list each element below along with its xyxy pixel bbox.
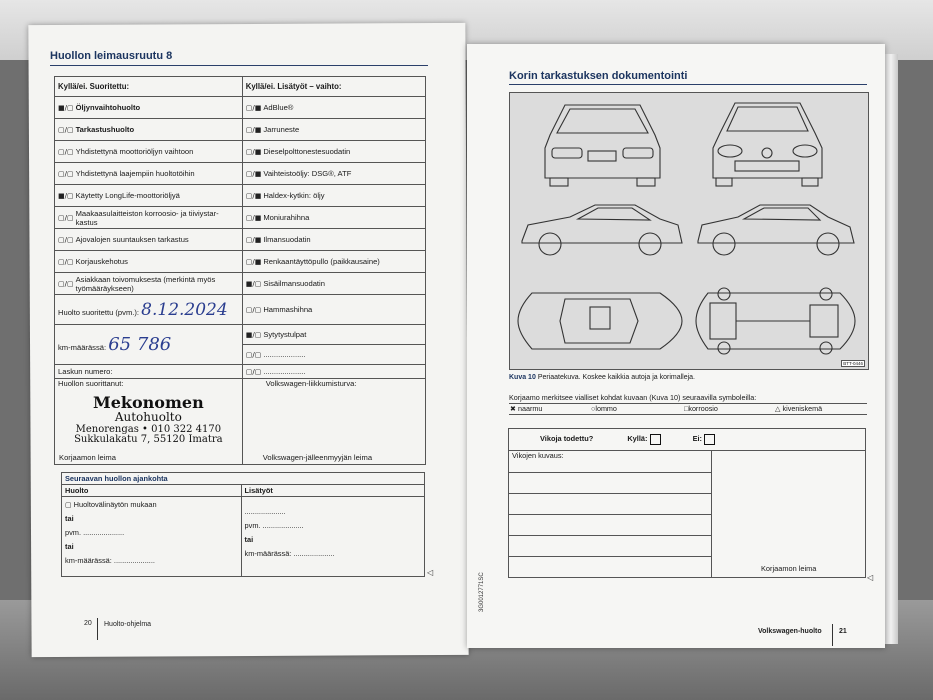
workshop-stamp-label-right: Korjaamon leima (760, 564, 817, 573)
mileage-cell (55, 325, 243, 365)
performed-item (55, 141, 243, 163)
extra-work-item (242, 185, 425, 207)
side-sedan-icon (522, 205, 682, 255)
extra-work-label: Ilmansuodatin (263, 235, 311, 244)
col2-header: Kyllä/ei. Lisätyöt – vaihto: (242, 77, 425, 97)
stamp-sub: Autohuolto (114, 410, 182, 424)
invoice-cell (55, 365, 243, 379)
workshop-stamp (58, 395, 239, 445)
checkbox-pair-icon[interactable]: ▢/▢ (58, 279, 74, 288)
mileage-handwritten: 65 786 (108, 334, 172, 355)
stamp-name: Mekonomen (93, 393, 204, 412)
symbol-rule-bottom (509, 414, 867, 415)
checkbox-pair-icon[interactable]: ▢/■ (245, 126, 262, 134)
checkbox-pair-icon[interactable]: ▢/▢ (58, 258, 74, 266)
performed-item-label: Korjauskehotus (75, 257, 128, 266)
symbol-corrosion (684, 404, 718, 413)
performed-item-label: Yhdistettynä moottoriöljyn vaihtoon (75, 147, 194, 156)
extra-work-item (242, 273, 425, 295)
extra-work-label: Vaihteistoöljy: DSG®, ATF (263, 169, 352, 178)
dots-7: .................... (293, 549, 335, 558)
damage-question: Vikoja todettu? (540, 434, 594, 444)
form-row (55, 97, 426, 119)
extra-work-item (242, 119, 425, 141)
damage-question-row (509, 429, 866, 451)
figure-caption (509, 374, 695, 381)
symbol-scratch (510, 404, 542, 413)
continue-arrow-icon: ◁ (427, 568, 434, 577)
checkbox-pair-icon[interactable]: ▢/▢ (58, 148, 74, 156)
performed-item-label: Asiakkaan toivomuksesta (merkintä myös työmääräykseen) (75, 274, 216, 293)
side-code: 3G0012771SC (479, 572, 485, 612)
circle-icon: ○ (591, 404, 596, 413)
form-row (55, 185, 426, 207)
extra-work-item (242, 207, 425, 229)
performed-item-label: Maakaasulaitteiston korroosio- ja tiiviystar-kastus (75, 208, 219, 227)
right-page-title: Korin tarkastuksen dokumentointi (509, 70, 688, 82)
checkbox-pair-icon[interactable]: ▢/■ (245, 104, 262, 112)
extra-date-label: pvm. (244, 521, 261, 530)
performed-by-cell (55, 379, 243, 465)
col1-header: Kyllä/ei. Suoritettu: (55, 77, 243, 97)
form-row (55, 229, 426, 251)
extra-work-item (242, 97, 425, 119)
symbol-corrosion-label: korroosio (688, 404, 718, 413)
continue-arrow-icon-right: ◁ (867, 573, 874, 582)
front-view-icon (713, 103, 822, 186)
service-date-handwritten: 8.12.2024 (141, 299, 228, 320)
next-km-label: km-määrässä: (65, 556, 112, 565)
form-row (55, 251, 426, 273)
damage-table (508, 428, 866, 578)
triangle-icon: △ (775, 404, 781, 413)
checkbox-pair-icon[interactable]: ▢/▢ (58, 213, 74, 222)
spark-plugs-label: Sytytystulpat (263, 330, 307, 339)
side-hatch-icon (698, 205, 854, 255)
extra-row-1: ▢/▢ .................... (242, 345, 425, 365)
right-footer-brand: Volkswagen-huolto (758, 628, 822, 635)
rear-view-icon (545, 105, 660, 186)
extra-row-2: ▢/▢ .................... (242, 365, 425, 379)
tai-1: tai (65, 514, 74, 523)
vw-cell (242, 379, 425, 465)
footer-divider (97, 618, 98, 640)
checkbox-pair-icon[interactable]: ▢/■ (245, 170, 262, 178)
stamp-line1: Menorengas • 010 322 4170 (75, 424, 222, 435)
figure-code: BTT-0446 (843, 361, 863, 366)
next-col2: Lisätyöt (241, 485, 424, 497)
no-checkbox[interactable] (704, 434, 715, 445)
checkbox-pair-icon[interactable]: ▢/■ (245, 258, 262, 266)
form-row (55, 163, 426, 185)
stamp-line2: Sukkulakatu 7, 55120 Imatra (74, 434, 223, 445)
checkbox-pair-icon[interactable]: ▢/▢ (58, 236, 74, 244)
checkbox-pair-icon[interactable]: ▢/■ (245, 214, 262, 222)
left-page-section: Huolto-ohjelma (104, 621, 152, 628)
next-service-title: Seuraavan huollon ajankohta (62, 473, 425, 485)
checkbox-pair-icon[interactable]: ■/▢ (58, 104, 74, 112)
caption-label: Kuva 10 (509, 374, 536, 381)
right-title-rule (509, 84, 867, 85)
square-icon: □ (684, 404, 689, 413)
stamp-form-table (54, 76, 426, 465)
extra-work-label: Haldex-kytkin: öljy (263, 191, 325, 200)
extra-work-label: Moniurahihna (263, 213, 310, 222)
dots-6: .................... (262, 521, 304, 530)
extra-work-label: Sisäilmansuodatin (263, 279, 325, 288)
left-page-title: Huollon leimausruutu 8 (50, 50, 173, 62)
checkbox-pair-icon[interactable]: ▢/■ (245, 236, 262, 244)
service-date-label: Huolto suoritettu (pvm.): (58, 307, 140, 317)
timing-belt-label: Hammashihna (263, 305, 313, 314)
next-service-check: Huoltovälinäytön mukaan (73, 500, 157, 509)
desc-line (509, 494, 712, 515)
timing-belt-cell: ▢/▢ Hammashihna (242, 295, 425, 325)
next-col1: Huolto (62, 485, 242, 497)
service-date-cell (55, 295, 243, 325)
damage-description: Vikojen kuvaus: (509, 451, 712, 473)
dots-2: .................... (263, 367, 306, 376)
no-label: Ei: (692, 434, 703, 444)
checkbox-pair-icon[interactable]: ■/▢ (245, 280, 262, 288)
underbody-icon (696, 288, 855, 354)
extra-work-label: Dieselpolttonestesuodatin (263, 147, 351, 156)
performed-item (55, 97, 243, 119)
left-page-number: 20 (84, 620, 92, 627)
performed-item (55, 273, 243, 295)
mileage-label: km-määrässä: (58, 343, 107, 352)
performed-item (55, 251, 243, 273)
form-row (55, 141, 426, 163)
performed-item (55, 163, 243, 185)
extra-work-item (242, 229, 425, 251)
next-date-label: pvm. (65, 528, 82, 537)
dots-3: .................... (83, 528, 125, 537)
body-inspection-figure (509, 92, 869, 370)
tai-3: tai (244, 535, 254, 544)
checkbox-pair-icon[interactable]: ▢/▢ (58, 170, 74, 178)
extra-work-label: Renkaantäyttöpullo (paikkausaine) (263, 257, 380, 266)
extra-work-label: Jarruneste (263, 125, 300, 134)
performed-item-label: Yhdistettynä laajempiin huoltotöihin (75, 169, 195, 178)
desc-line (509, 557, 712, 578)
dots-5: .................... (244, 507, 286, 516)
desc-line (509, 536, 712, 557)
symbol-dent (591, 404, 617, 413)
symbol-instruction: Korjaamo merkitsee vialliset kohdat kuvaan (Kuva 10) seuraavilla symboleilla: (509, 393, 757, 402)
caption-text: Periaatekuva. Koskee kaikkia autoja ja korimalleja. (537, 374, 696, 381)
performed-item-label: Tarkastushuolto (75, 125, 135, 134)
symbol-chip-label: kiveniskemä (782, 404, 823, 413)
extra-km-label: km-määrässä: (244, 549, 292, 558)
top-view-icon (518, 293, 682, 349)
spark-plugs-cell: ■/▢ Sytytystulpat (242, 325, 425, 345)
checkbox-pair-icon[interactable]: ■/▢ (58, 192, 74, 200)
performed-item (55, 229, 243, 251)
title-rule (50, 65, 428, 66)
dots-1: .................... (263, 350, 306, 359)
right-page-number: 21 (839, 628, 847, 635)
symbol-chip (775, 404, 822, 413)
right-footer-divider (832, 624, 833, 646)
checkbox-pair-icon[interactable]: ▢/▢ (58, 126, 74, 134)
form-row (55, 273, 426, 295)
desc-line (509, 515, 712, 536)
extra-work-label: AdBlue® (263, 103, 294, 112)
tai-2: tai (65, 542, 74, 551)
vw-mobility-label: Volkswagen-liikkumisturva: (265, 379, 357, 388)
next-service-cell: ▢ Huoltovälinäytön mukaan tai pvm. .................... tai km-määrässä: .................... (62, 497, 242, 577)
workshop-stamp-cell (712, 451, 866, 578)
performed-item (55, 119, 243, 141)
checkbox-pair-icon[interactable]: ▢/■ (245, 192, 262, 200)
performed-item-label: Ajovalojen suuntauksen tarkastus (75, 235, 189, 244)
extra-work-item (242, 163, 425, 185)
performed-item-label: Käytetty LongLife-moottoriöljyä (75, 191, 180, 200)
next-service-table (61, 472, 425, 577)
symbol-scratch-label: naarmu (518, 404, 543, 413)
desc-line (509, 473, 712, 494)
workshop-stamp-label: Korjaamon leima (59, 453, 116, 462)
page-stack-edge (884, 54, 898, 644)
invoice-label: Laskun numero: (58, 367, 113, 376)
performed-item-label: Öljynvaihtohuolto (75, 103, 141, 112)
checkbox-pair-icon[interactable]: ▢/■ (245, 148, 262, 156)
yes-checkbox[interactable] (650, 434, 661, 445)
dots-4: .................... (113, 556, 155, 565)
extra-work-item (242, 141, 425, 163)
next-extra-cell (241, 497, 424, 577)
form-row (55, 207, 426, 229)
symbol-dent-label: lommo (595, 404, 617, 413)
form-row (55, 119, 426, 141)
vw-dealer-stamp-label: Volkswagen-jälleenmyyjän leima (262, 453, 373, 462)
extra-work-item (242, 251, 425, 273)
performed-by-label: Huollon suorittanut: (58, 379, 124, 388)
car-views-drawing (510, 93, 868, 369)
performed-item (55, 207, 243, 229)
cross-icon: ✖ (510, 404, 517, 413)
yes-label: Kyllä: (627, 434, 648, 444)
performed-item (55, 185, 243, 207)
